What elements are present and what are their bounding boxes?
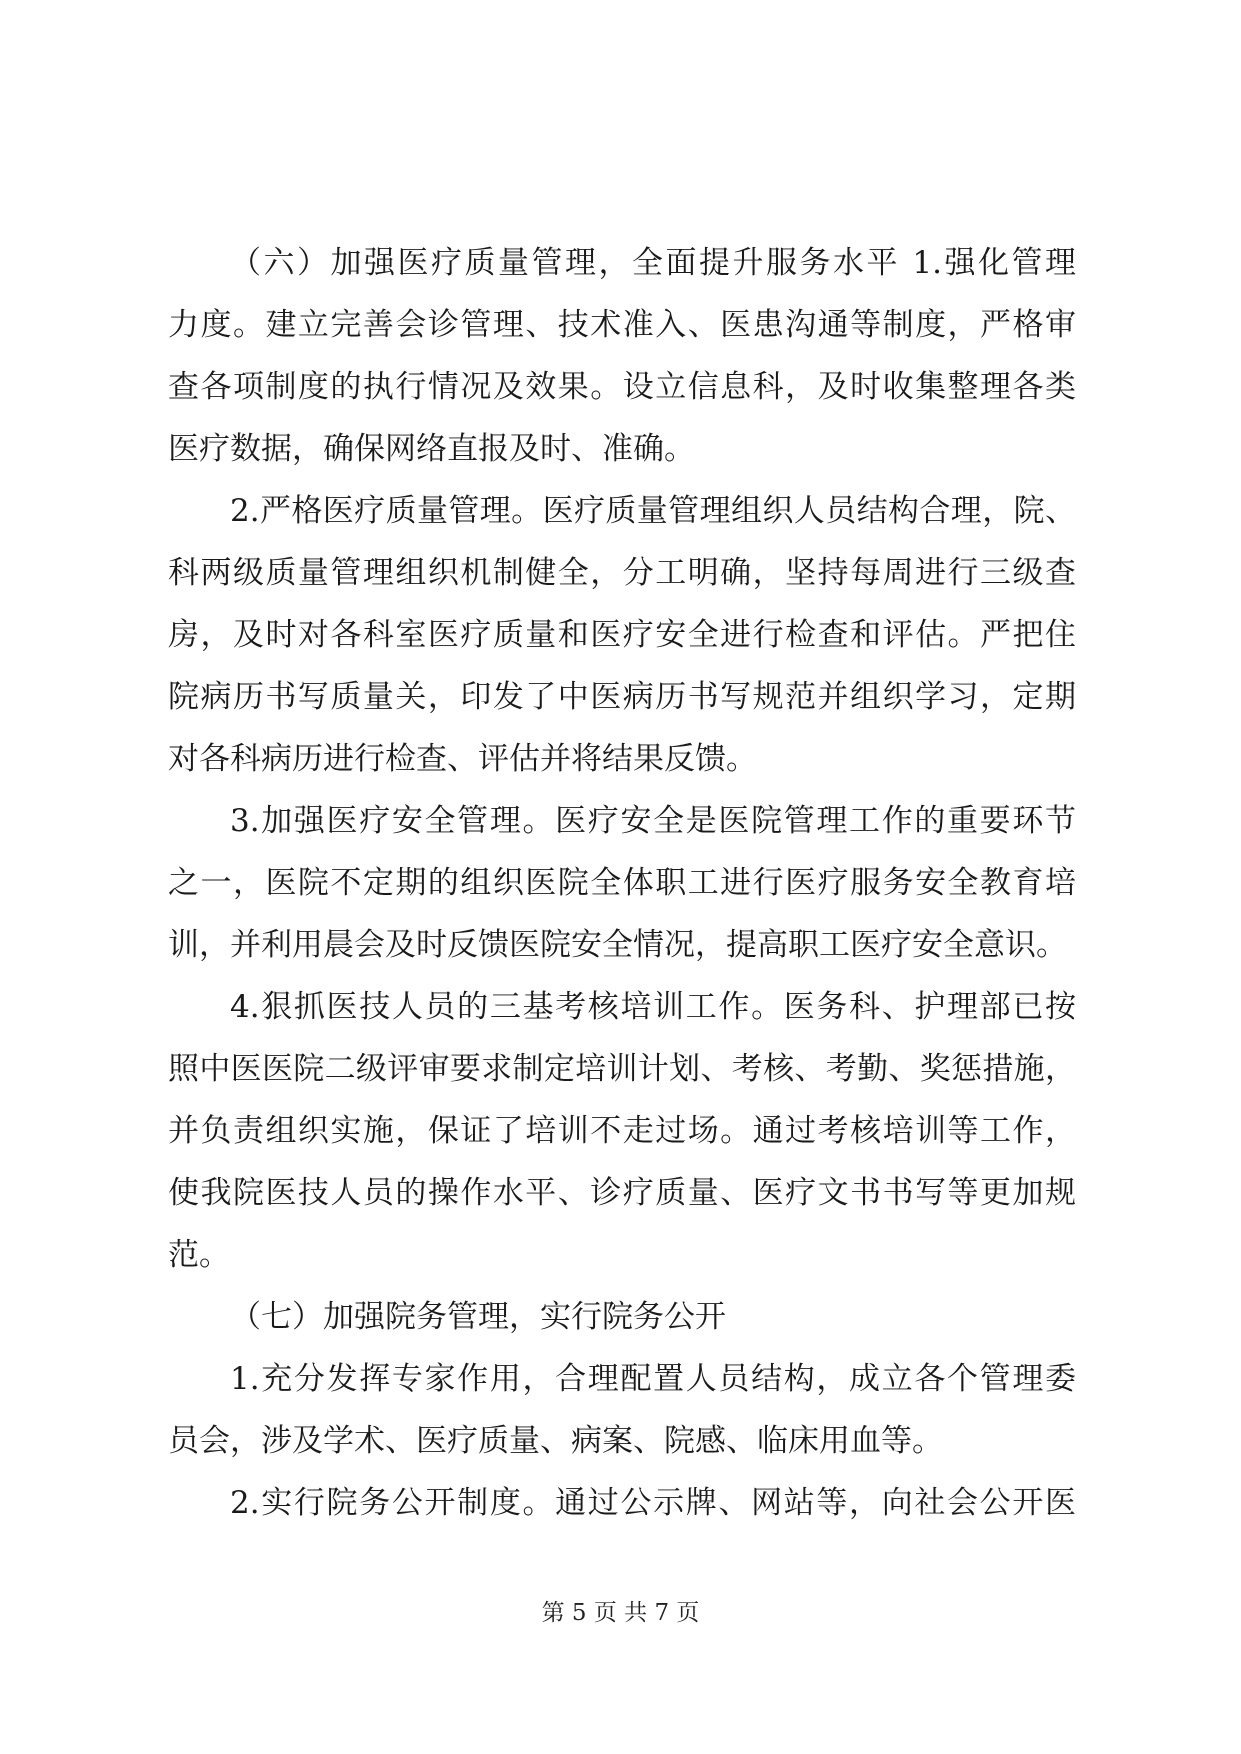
- text-line: 查各项制度的执行情况及效果。设立信息科，及时收集整理各类: [168, 369, 1076, 405]
- text-line: 之一，医院不定期的组织医院全体职工进行医疗服务安全教育培: [168, 865, 1076, 901]
- text-line: 范。: [168, 1237, 230, 1273]
- text-line: 4.狠抓医技人员的三基考核培训工作。医务科、护理部已按: [230, 989, 1076, 1025]
- text-line: 使我院医技人员的操作水平、诊疗质量、医疗文书书写等更加规: [168, 1175, 1076, 1211]
- text-line: 力度。建立完善会诊管理、技术准入、医患沟通等制度，严格审: [168, 307, 1076, 343]
- text-line: 照中医医院二级评审要求制定培训计划、考核、考勤、奖惩措施，: [168, 1051, 1076, 1087]
- text-line: 2.严格医疗质量管理。医疗质量管理组织人员结构合理，院、: [230, 493, 1076, 529]
- text-line: 院病历书写质量关，印发了中医病历书写规范并组织学习，定期: [168, 679, 1076, 715]
- text-line: 训，并利用晨会及时反馈医院安全情况，提高职工医疗安全意识。: [168, 927, 1067, 963]
- text-line: （六）加强医疗质量管理，全面提升服务水平 1.强化管理: [230, 245, 1076, 281]
- text-line: 3.加强医疗安全管理。医疗安全是医院管理工作的重要环节: [230, 803, 1076, 839]
- text-line: 医疗数据，确保网络直报及时、准确。: [168, 431, 695, 467]
- text-line: （七）加强院务管理，实行院务公开: [230, 1299, 726, 1335]
- text-line: 1.充分发挥专家作用，合理配置人员结构，成立各个管理委: [230, 1361, 1076, 1397]
- text-line: 并负责组织实施，保证了培训不走过场。通过考核培训等工作，: [168, 1113, 1076, 1149]
- text-line: 2.实行院务公开制度。通过公示牌、网站等，向社会公开医: [230, 1485, 1076, 1521]
- page-footer: 第 5 页 共 7 页: [541, 1600, 700, 1626]
- text-line: 员会，涉及学术、医疗质量、病案、院感、临床用血等。: [168, 1423, 943, 1459]
- text-line: 对各科病历进行检查、评估并将结果反馈。: [168, 741, 757, 777]
- text-line: 房，及时对各科室医疗质量和医疗安全进行检查和评估。严把住: [168, 617, 1076, 653]
- text-line: 科两级质量管理组织机制健全，分工明确，坚持每周进行三级查: [168, 555, 1076, 591]
- body-text: [168, 232, 1076, 1534]
